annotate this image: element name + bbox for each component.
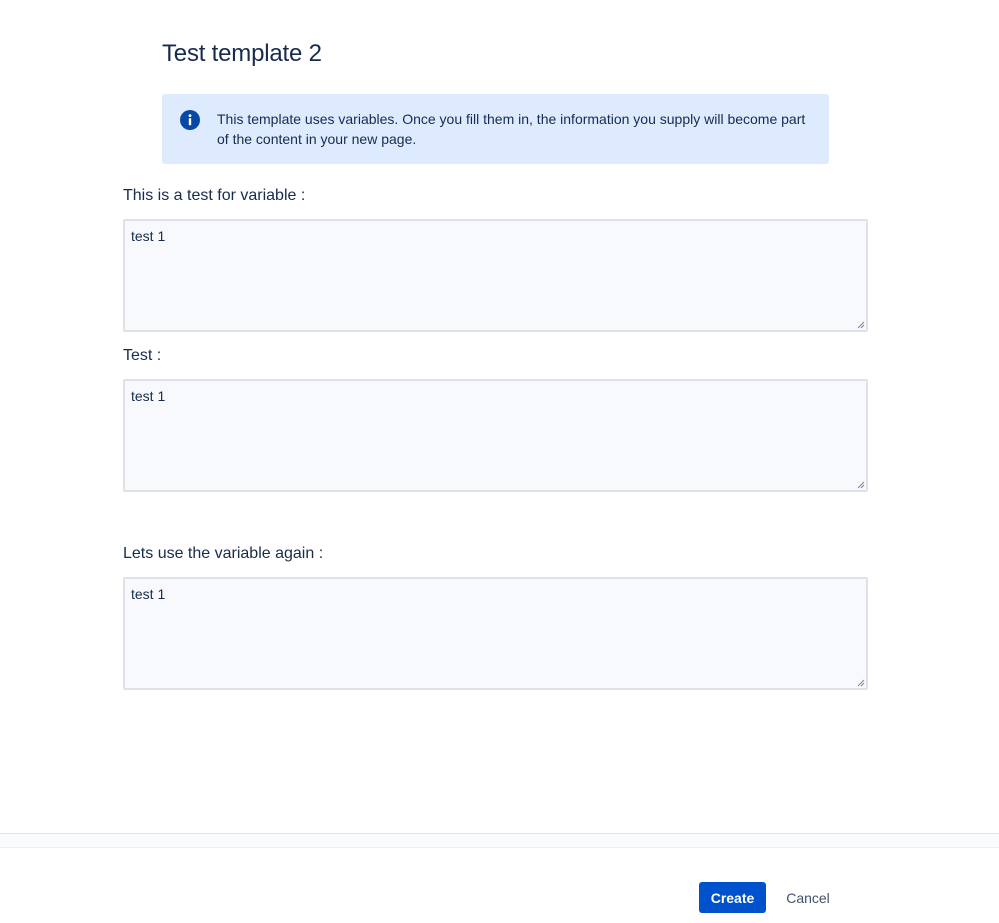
resize-handle-icon[interactable] xyxy=(857,481,865,489)
field-label-variable: This is a test for variable : xyxy=(123,187,306,204)
footer-divider-lower xyxy=(0,847,999,848)
variable-again-textarea-value: test 1 xyxy=(131,586,166,602)
field-label-variable-again: Lets use the variable again : xyxy=(123,545,324,562)
test-textarea[interactable] xyxy=(123,379,868,492)
test-textarea-value: test 1 xyxy=(131,388,166,404)
variable-textarea-value: test 1 xyxy=(131,228,166,244)
info-message: This template uses variables. Once you fill them in, the information you supply will become part of the content in your new page. xyxy=(217,111,806,147)
resize-handle-icon[interactable] xyxy=(857,679,865,687)
info-panel xyxy=(162,94,829,164)
create-button[interactable]: Create xyxy=(699,882,766,913)
field-label-test: Test : xyxy=(123,347,162,364)
variable-again-textarea[interactable] xyxy=(123,577,868,690)
cancel-button[interactable]: Cancel xyxy=(778,882,838,913)
page-title: Test template 2 xyxy=(162,40,322,67)
info-icon xyxy=(180,110,200,130)
footer-band xyxy=(0,834,999,847)
resize-handle-icon[interactable] xyxy=(857,321,865,329)
variable-textarea[interactable] xyxy=(123,219,868,332)
